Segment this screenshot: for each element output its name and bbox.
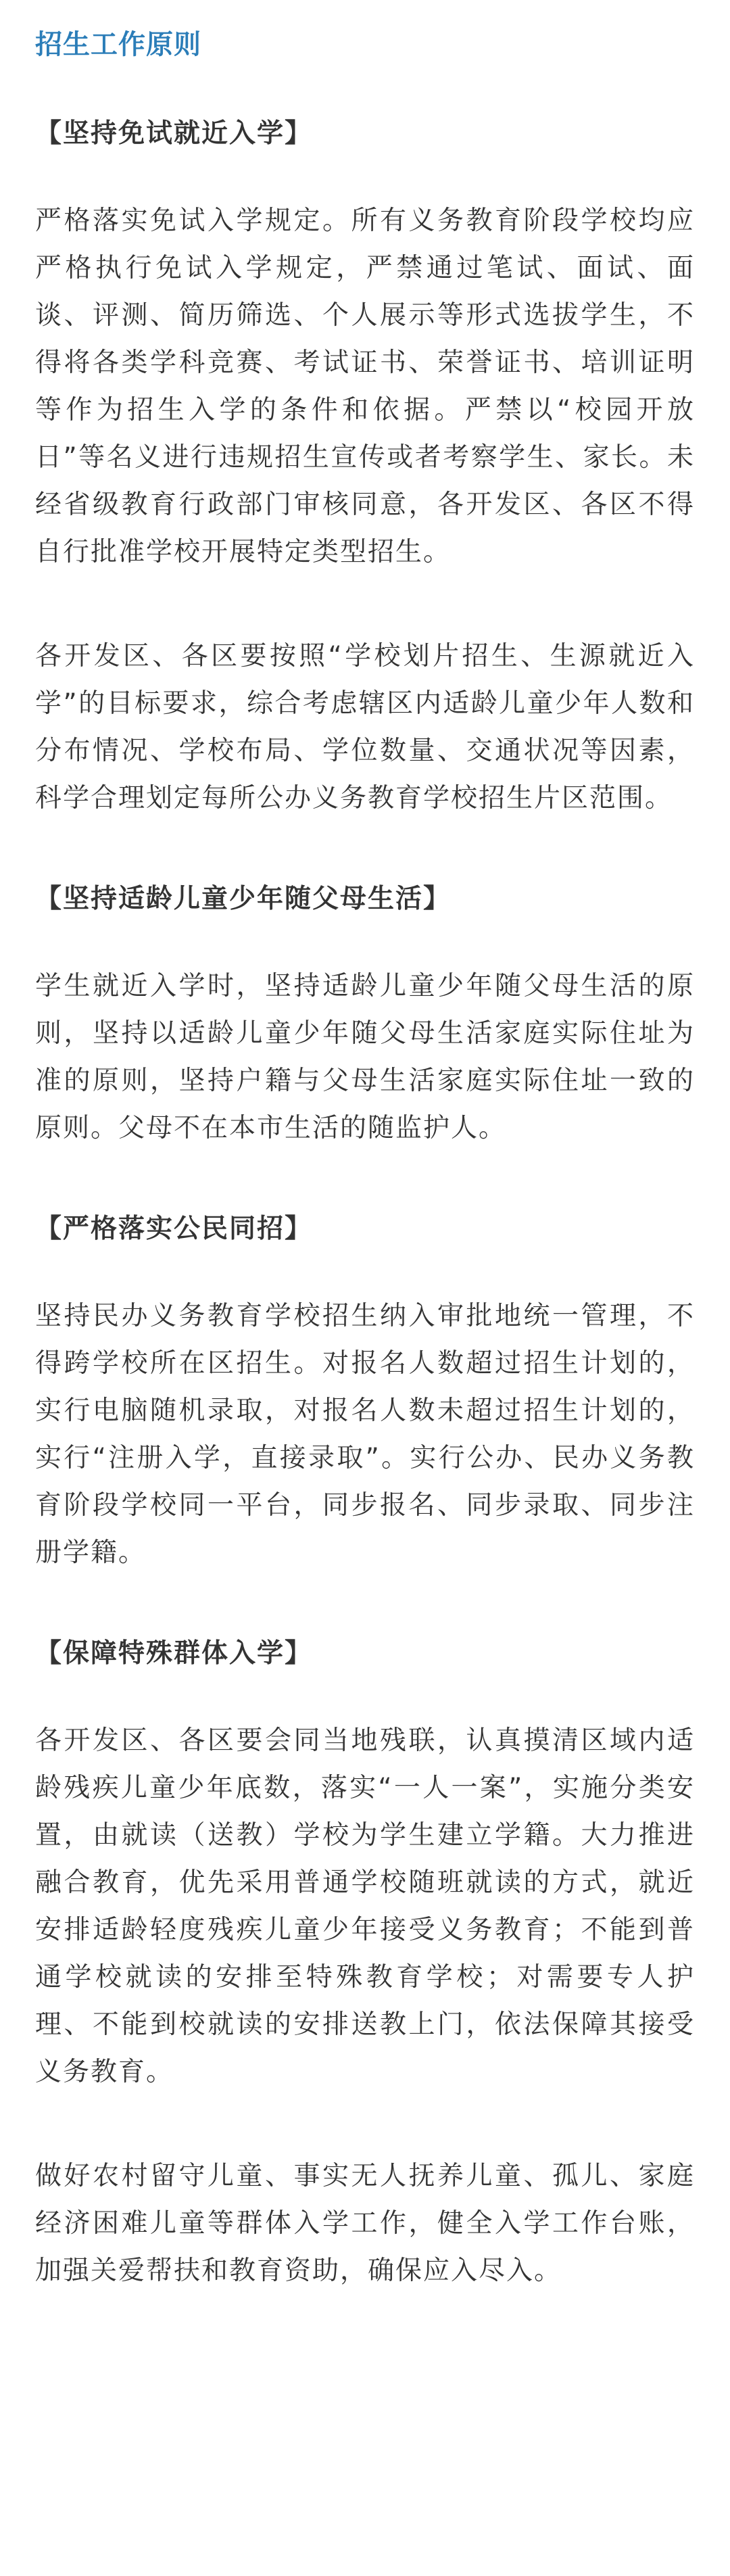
paragraph: 做好农村留守儿童、事实无人抚养儿童、孤儿、家庭经济困难儿童等群体入学工作，健全入学工作台账，加强关爱帮扶和教育资助，确保应入尽入。 — [35, 2161, 695, 2286]
paragraph: 学生就近入学时，坚持适龄儿童少年随父母生活的原则，坚持以适龄儿童少年随父母生活家庭实际住址为准的原则，坚持户籍与父母生活家庭实际住址一致的原则。父母不在本市生活的随监护人。 — [35, 971, 695, 1143]
paragraph: 严格落实免试入学规定。所有义务教育阶段学校均应严格执行免试入学规定，严禁通过笔试、面试、面谈、评测、简历筛选、个人展示等形式选拔学生，不得将各类学科竞赛、考试证书、荣誉证书、培训证明等作为招生入学的条件和依据。严禁以“校园开放日”等名义进行违规招生宣传或者考察学生、家长。未经省级教育行政部门审核同意，各开发区、各区不得自行批准学校开展特定类型招生。 — [35, 206, 695, 567]
paragraph: 各开发区、各区要会同当地残联，认真摸清区域内适龄残疾儿童少年底数，落实“一人一案”，实施分类安置，由就读（送教）学校为学生建立学籍。大力推进融合教育，优先采用普通学校随班就读的方式，就近安排适龄轻度残疾儿童少年接受义务教育；不能到普通学校就读的安排至特殊教育学校；对需要专人护理、不能到校就读的安排送教上门，依法保障其接受义务教育。 — [35, 1725, 695, 2087]
section-special-groups — [35, 1633, 695, 2295]
section-live-with-parents — [35, 879, 695, 1152]
page-title: 招生工作原则 — [35, 29, 201, 60]
section-heading: 【严格落实公民同招】 — [35, 1214, 313, 1244]
paragraph: 各开发区、各区要按照“学校划片招生、生源就近入学”的目标要求，综合考虑辖区内适龄儿童少年人数和分布情况、学校布局、学位数量、交通状况等因素，科学合理划定每所公办义务教育学校招生片区范围。 — [35, 641, 695, 813]
section-heading: 【坚持免试就近入学】 — [35, 118, 313, 149]
section-heading: 【坚持适龄儿童少年随父母生活】 — [35, 884, 452, 914]
section-heading: 【保障特殊群体入学】 — [35, 1638, 313, 1669]
section-exam-free-nearby — [35, 114, 695, 822]
paragraph: 坚持民办义务教育学校招生纳入审批地统一管理，不得跨学校所在区招生。对报名人数超过招生计划的，实行电脑随机录取，对报名人数未超过招生计划的，实行“注册入学，直接录取”。实行公办、民办义务教育阶段学校同一平台，同步报名、同步录取、同步注册学籍。 — [35, 1301, 695, 1568]
section-public-private-same-time — [35, 1209, 695, 1577]
